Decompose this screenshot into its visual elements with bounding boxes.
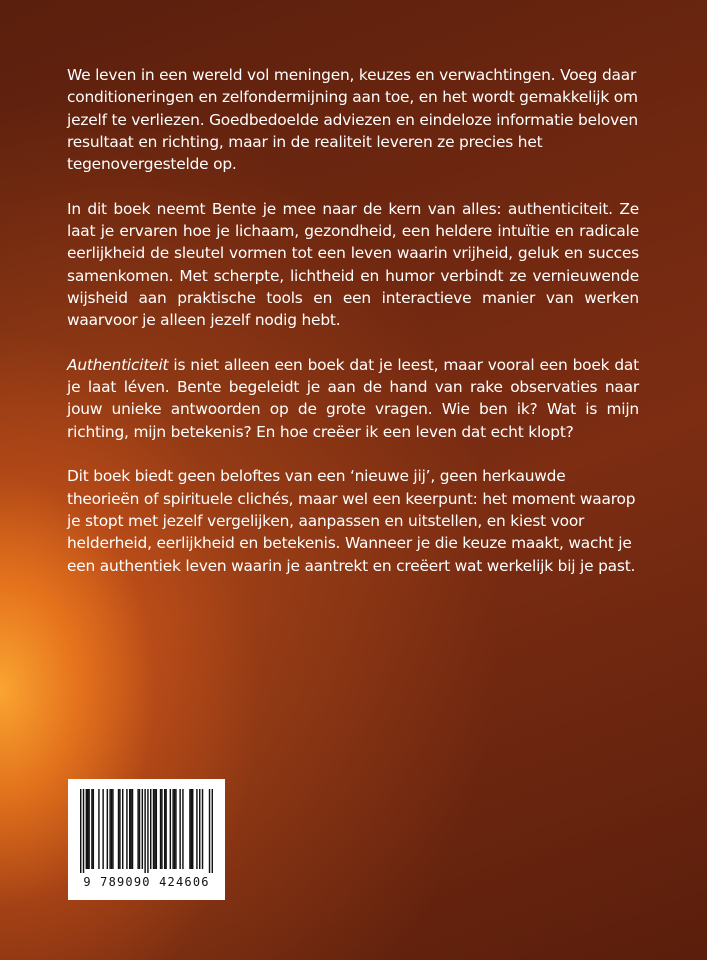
barcode-bar: [182, 789, 183, 869]
book-title-italic: Authenticiteit: [67, 355, 169, 374]
isbn-number: 9 789090 424606: [83, 875, 210, 889]
barcode-bar: [209, 789, 210, 873]
barcode-bar: [109, 789, 110, 869]
barcode-bar: [212, 789, 213, 873]
barcode-bar: [202, 789, 203, 869]
barcode-bar: [199, 789, 200, 869]
barcode-bar: [91, 789, 92, 869]
barcode-bar: [179, 789, 180, 869]
barcode-bar: [93, 789, 94, 869]
barcode-bar: [164, 789, 165, 869]
barcode-bar: [147, 789, 148, 873]
barcode-bar: [87, 789, 88, 869]
blurb-paragraph-1: We leven in een wereld vol meningen, keuzes en verwachtingen. Voeg daar conditioneringen en zelfondermijning aan toe, en het wordt gemakkelijk om jezelf te verliezen. Goedbedoelde adviezen en eindeloze informatie beloven resultaat en richting, maar in de realiteit leveren ze precies het tegenovergestelde op.: [67, 66, 638, 174]
barcode-bar: [154, 789, 155, 869]
barcode-bar: [153, 789, 154, 869]
blurb-paragraph-3: [67, 354, 639, 443]
barcode-bar: [165, 789, 166, 869]
barcode-bar: [83, 789, 84, 873]
barcode-bar: [191, 789, 192, 869]
barcode-bar: [170, 789, 171, 869]
barcode-bar: [119, 789, 120, 869]
barcode-bar: [150, 789, 151, 869]
blurb-paragraph-4: Dit boek biedt geen beloftes van een ‘nieuwe jij’, geen herkauwde theorieën of spirituele clichés, maar wel een keerpunt: het moment waarop je stopt met jezelf vergelijken, aanpassen en uitstellen, en kiest voor helderheid, eerlijkheid en betekenis. Wanneer je die keuze maakt, wacht je een authentiek leven waarin je aantrekt en creëert wat werkelijk bij je past.: [67, 467, 636, 575]
barcode-bar: [111, 789, 112, 869]
barcode-bar: [122, 789, 123, 869]
barcode-bar: [139, 789, 140, 869]
barcode-bar: [118, 789, 119, 869]
barcode-bar: [102, 789, 103, 869]
barcode-bar: [107, 789, 108, 869]
back-cover-blurb: [67, 64, 639, 599]
barcode-bar: [144, 789, 145, 873]
barcode-bar: [130, 789, 131, 869]
barcode-bar: [142, 789, 143, 869]
barcode-bar: [175, 789, 176, 869]
barcode-bar: [192, 789, 193, 869]
blurb-paragraph-3-text: is niet alleen een boek dat je leest, maar vooral een boek dat je laat léven. Bente begeleidt je aan de hand van rake observaties naar jouw unieke antwoorden op de grote vragen. Wie ben ik? Wat is mijn richting, mijn betekenis? En hoe creëer ik een leven dat echt klopt?: [67, 355, 639, 441]
barcode-bar: [172, 789, 173, 869]
barcode-bar: [80, 789, 81, 873]
isbn-barcode: [68, 779, 225, 900]
barcode-bar: [88, 789, 89, 869]
barcode-bar: [132, 789, 133, 869]
blurb-paragraph-2: In dit boek neemt Bente je mee naar de kern van alles: authenticiteit. Ze laat je ervaren hoe je lichaam, gezondheid, een heldere intuïtie en radicale eerlijkheid de sleutel vormen tot een leven waarin vrijheid, geluk en succes samenkomen. Met scherpte, lichtheid en humor verbindt ze vernieuwende wijsheid aan praktische tools en een interactieve manier van werken waarvoor je alleen jezelf nodig hebt.: [67, 199, 639, 330]
barcode-bar: [129, 789, 130, 869]
barcode-bars: [80, 789, 213, 873]
barcode-bar: [98, 789, 99, 869]
barcode-bar: [160, 789, 161, 869]
barcode-bar: [112, 789, 113, 869]
barcode-bar: [156, 789, 157, 869]
barcode-bar: [86, 789, 87, 869]
barcode-bar: [137, 789, 138, 869]
barcode-bar: [174, 789, 175, 869]
barcode-bar: [126, 789, 127, 869]
barcode-bar: [196, 789, 197, 869]
barcode-bar: [161, 789, 162, 869]
barcode-bar: [189, 789, 190, 869]
